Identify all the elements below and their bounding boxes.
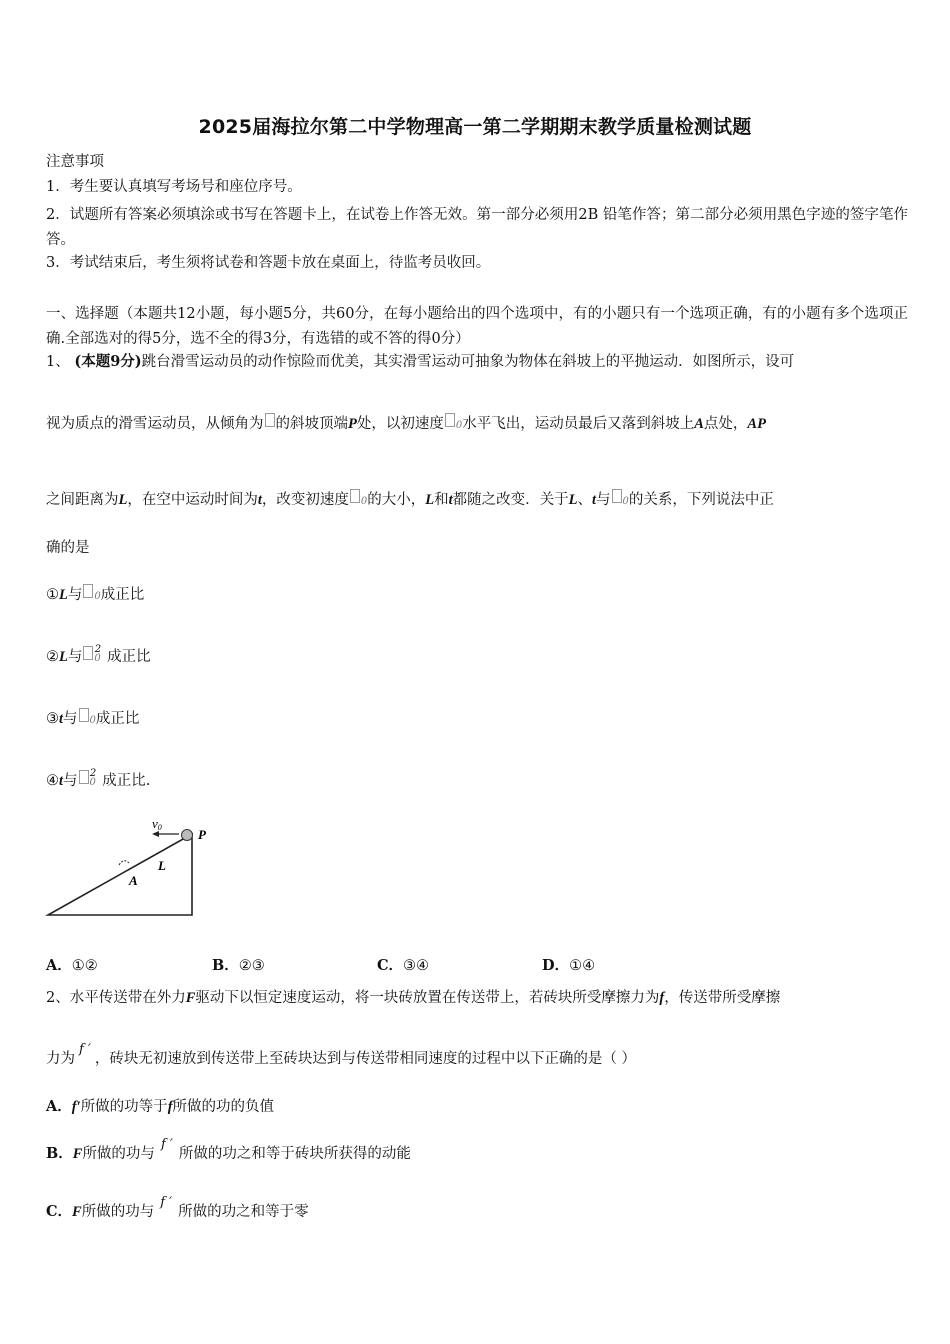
- var-t: t: [592, 492, 597, 508]
- var-AP: AP: [747, 416, 766, 432]
- v0-sub: 0: [360, 496, 368, 507]
- v-placeholder: [612, 489, 622, 503]
- q1-line-3: [46, 489, 774, 512]
- stmt-var: L: [59, 587, 68, 603]
- option-text: ①②: [71, 958, 98, 974]
- landing-arc: [119, 861, 130, 865]
- stmt-var: t: [59, 711, 64, 727]
- stmt-mid: 与: [67, 649, 83, 665]
- v-placeholder: [79, 770, 89, 784]
- var-fprime: f ′: [160, 1137, 173, 1152]
- q1-text-2d: 水平飞出，运动员最后又落到斜坡上: [462, 416, 695, 432]
- var-L: L: [118, 492, 128, 508]
- q1-option-c[interactable]: [377, 954, 429, 975]
- option-label: B．: [212, 957, 239, 974]
- statement-2: [46, 646, 151, 669]
- v-placeholder: [445, 413, 455, 427]
- q2-text-2b: ，砖块无初速放到传送带上至砖块达到与传送带相同速度的过程中以下正确的是（ ）: [94, 1051, 637, 1067]
- notice-item-3: 3．考试结束后，考生须将试卷和答题卡放在桌面上，待监考员收回。: [46, 255, 491, 271]
- v0-sub: 0: [89, 777, 96, 788]
- option-label: D．: [542, 957, 570, 974]
- v-placeholder: [83, 584, 93, 598]
- section-heading: 一、选择题（本题共12小题，每小题5分，共60分，在每小题给出的四个选项中，有的小题只有一个选项正确，有的小题有多个选项正确.全部选对的得5分，选不全的得3分，有选错的或不答的得0分）: [46, 306, 908, 347]
- stmt-mark: ④: [46, 773, 59, 789]
- v-placeholder: [350, 489, 360, 503]
- option-text: 所做的功之和等于砖块所获得的动能: [178, 1146, 411, 1162]
- slope-figure: [40, 812, 220, 922]
- q1-text-3c: ，改变初速度: [261, 492, 349, 508]
- var-L: L: [568, 492, 578, 508]
- stmt-mark: ③: [46, 711, 59, 727]
- slope-triangle: [48, 834, 192, 915]
- notice-item-1: 1．考生要认真填写考场号和座位序号。: [46, 179, 302, 195]
- var-F: F: [72, 1146, 83, 1162]
- statement-4: [46, 770, 150, 793]
- q1-text-3g: 、: [577, 492, 593, 508]
- stmt-mark: ①: [46, 587, 59, 603]
- var-f: f: [659, 990, 665, 1006]
- stmt-mid: 与: [63, 773, 78, 789]
- statement-1: [46, 584, 144, 607]
- q2-option-b[interactable]: [46, 1137, 411, 1165]
- q1-option-b[interactable]: [212, 954, 265, 975]
- v-placeholder: [83, 646, 93, 660]
- q1-text-3d: 的大小，: [367, 492, 426, 508]
- square-sup: 2: [94, 644, 102, 655]
- option-label: C．: [377, 957, 404, 974]
- option-text: 所做的功与: [81, 1204, 155, 1220]
- stmt-end: 成正比: [107, 649, 151, 665]
- v0-sub: 0: [89, 715, 96, 726]
- q1-option-a[interactable]: [46, 954, 98, 975]
- v0-sub: 0: [94, 591, 101, 602]
- stmt-var: L: [59, 649, 68, 665]
- q1-number: 1、: [46, 354, 70, 370]
- stmt-mid: 与: [67, 587, 83, 603]
- q1-text-3a: 之间距离为: [46, 492, 119, 508]
- var-L: L: [425, 492, 435, 508]
- q1-text-1: 跳台滑雪运动员的动作惊险而优美，其实滑雪运动可抽象为物体在斜坡上的平抛运动．如图所示，设可: [141, 354, 795, 370]
- option-text: 所做的功之和等于零: [178, 1204, 309, 1220]
- v0-sub: 0: [455, 420, 463, 431]
- option-text: ①④: [569, 958, 596, 974]
- var-fprime: f′: [71, 1099, 81, 1115]
- q1-text-2e: 点处，: [703, 416, 748, 432]
- var-F: F: [72, 1204, 82, 1220]
- var-t: t: [448, 492, 453, 508]
- q1-line-4: 确的是: [46, 540, 90, 556]
- v0-sub: 0: [94, 653, 101, 664]
- q1-text-3f: 都随之改变．关于: [452, 492, 569, 508]
- option-text: 所做的功的负值: [172, 1099, 275, 1115]
- option-label: B．: [46, 1145, 73, 1162]
- v-placeholder: [79, 708, 89, 722]
- q1-tag: (本题9分): [74, 353, 142, 370]
- q1-option-d[interactable]: [542, 954, 595, 975]
- q1-text-2a: 视为质点的滑雪运动员，从倾角为: [46, 416, 264, 432]
- q1-line-1: [46, 352, 794, 372]
- stmt-end: 成正比.: [102, 773, 151, 789]
- label-P: P: [198, 827, 206, 842]
- label-v0: v0: [152, 816, 162, 832]
- var-F: F: [185, 990, 196, 1006]
- label-A: A: [129, 873, 138, 888]
- option-text: ③④: [403, 958, 430, 974]
- skier-ball: [182, 830, 193, 841]
- stmt-var: t: [59, 773, 64, 789]
- stmt-mid: 与: [63, 711, 78, 727]
- var-fprime: f ′: [79, 1042, 91, 1057]
- v0-sub: 0: [622, 496, 629, 507]
- q2-text-1c: ，传送带所受摩擦: [664, 990, 781, 1006]
- q2-line-2: [46, 1042, 637, 1070]
- option-text: 所做的功与: [82, 1146, 155, 1162]
- page-title: 2025届海拉尔第二中学物理高一第二学期期末教学质量检测试题: [198, 116, 752, 138]
- q2-option-c[interactable]: [46, 1195, 309, 1223]
- q1-line-2: [46, 413, 766, 436]
- var-f: f: [167, 1099, 173, 1115]
- stmt-end: 成正比: [100, 587, 145, 603]
- q2-option-a[interactable]: [46, 1097, 274, 1117]
- notice-heading: 注意事项: [46, 154, 104, 170]
- q2-number: 2、: [46, 990, 70, 1006]
- q1-text-3h: 与: [596, 492, 611, 508]
- stmt-end: 成正比: [95, 711, 140, 727]
- q1-text-2c: 处，以初速度: [356, 416, 444, 432]
- q1-text-3i: 的关系，下列说法中正: [628, 492, 774, 508]
- q1-text-3b: ，在空中运动时间为: [127, 492, 258, 508]
- statement-3: [46, 708, 139, 731]
- q1-text-2b: 的斜坡顶端: [275, 416, 348, 432]
- option-label: C．: [46, 1203, 73, 1220]
- option-label: A．: [46, 957, 72, 974]
- theta-placeholder: [265, 413, 275, 427]
- label-L: L: [158, 858, 166, 873]
- q2-text-1b: 驱动下以恒定速度运动，将一块砖放置在传送带上，若砖块所受摩擦力为: [195, 990, 660, 1006]
- option-text: ②③: [238, 958, 265, 974]
- q2-text-1a: 水平传送带在外力: [69, 990, 186, 1006]
- var-P: P: [348, 416, 357, 432]
- q1-text-3e: 和: [434, 492, 449, 508]
- option-text: 所做的功等于: [80, 1099, 168, 1115]
- var-t: t: [257, 492, 262, 508]
- square-sup: 2: [89, 768, 97, 779]
- var-A: A: [694, 416, 704, 432]
- notice-item-2: 2．试题所有答案必须填涂或书写在答题卡上，在试卷上作答无效。第一部分必须用2B 铅笔作答；第二部分必须用黑色字迹的签字笔作答。: [46, 207, 908, 248]
- q2-line-1: [46, 988, 780, 1008]
- option-label: A．: [46, 1098, 72, 1115]
- var-fprime: f ′: [160, 1195, 173, 1210]
- q2-text-2a: 力为: [46, 1051, 75, 1067]
- stmt-mark: ②: [46, 649, 59, 665]
